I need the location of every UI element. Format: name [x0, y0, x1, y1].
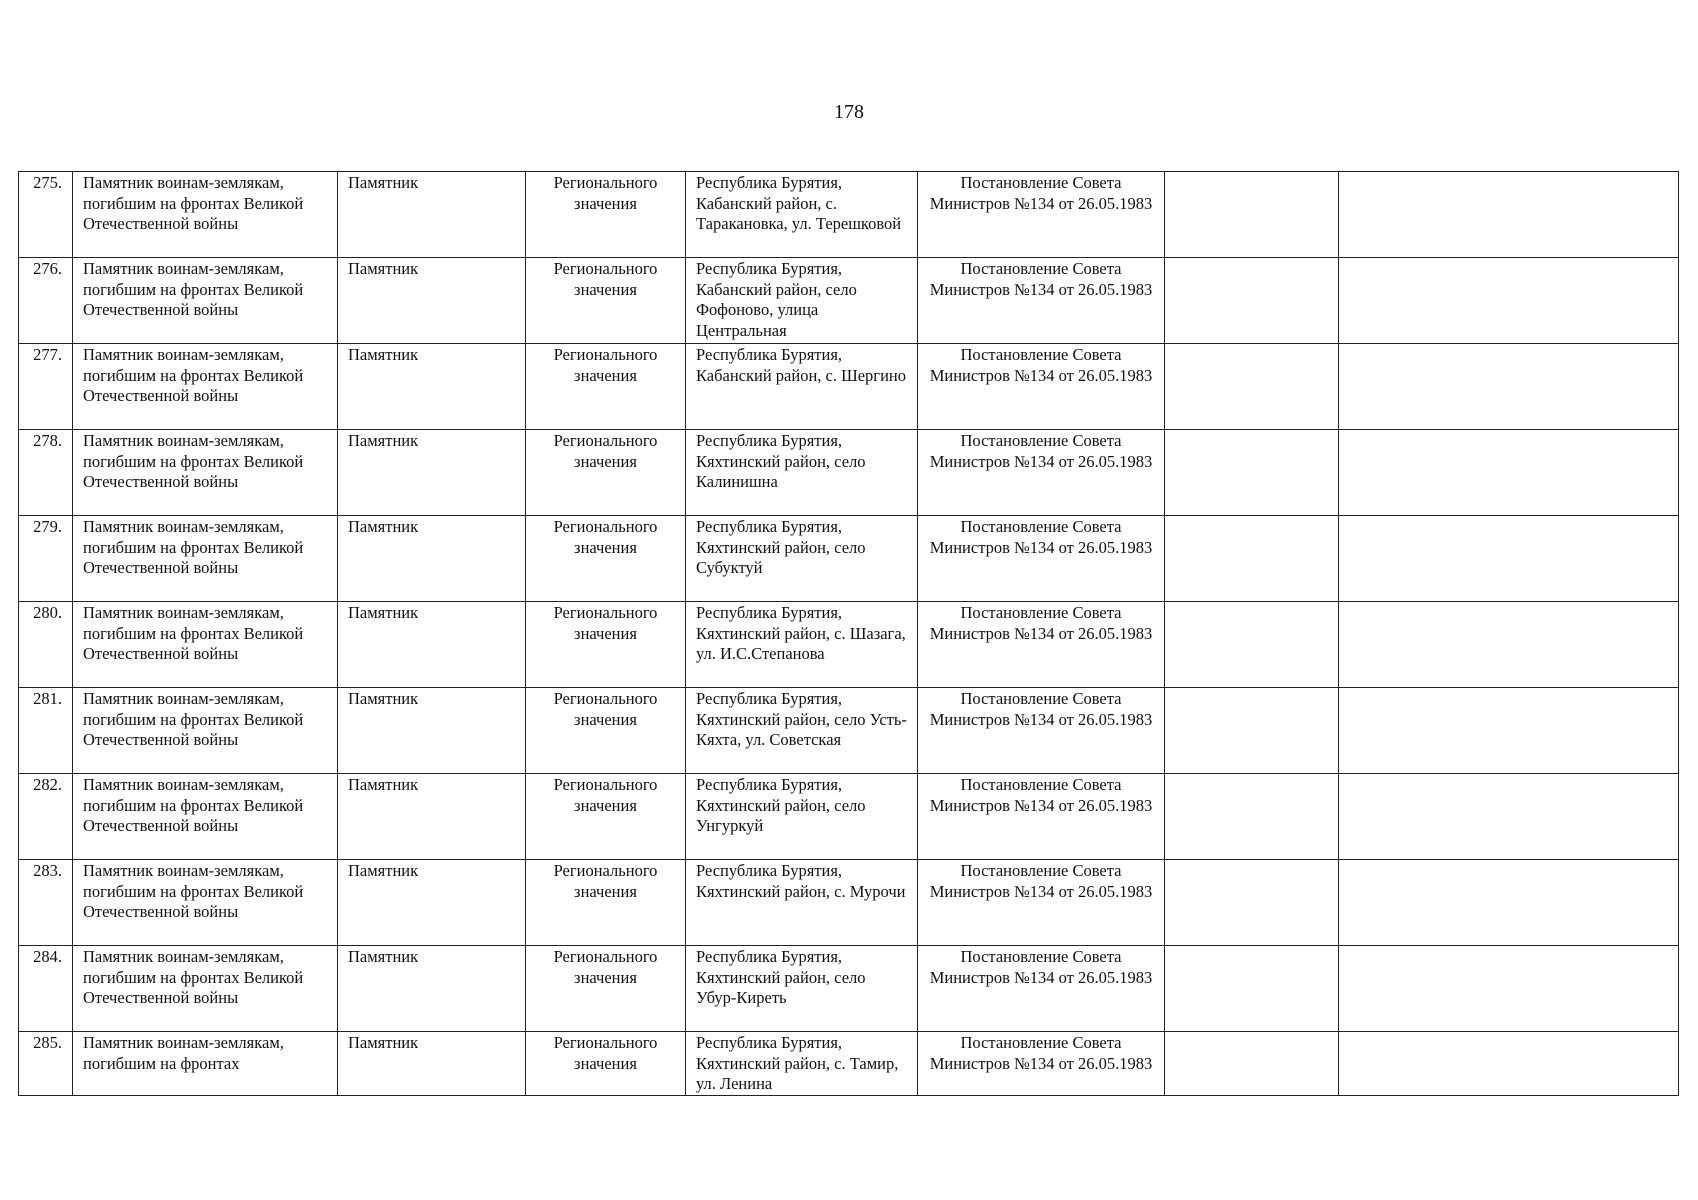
heritage-registry-table [18, 171, 1679, 1096]
empty-cell [1165, 172, 1339, 258]
object-name: Памятник воинам-землякам, погибшим на фронтах Великой Отечественной войны [73, 602, 338, 688]
legal-document: Постановление Совета Министров №134 от 26.05.1983 [918, 946, 1165, 1032]
object-location: Республика Бурятия, Кяхтинский район, село Субуктуй [686, 516, 918, 602]
empty-cell [1165, 688, 1339, 774]
empty-cell [1339, 860, 1679, 946]
object-name: Памятник воинам-землякам, погибшим на фронтах Великой Отечественной войны [73, 172, 338, 258]
significance-level: Регионального значения [526, 602, 686, 688]
row-number: 284. [19, 946, 73, 1032]
object-name: Памятник воинам-землякам, погибшим на фронтах [73, 1032, 338, 1096]
row-number: 276. [19, 258, 73, 344]
significance-level: Регионального значения [526, 946, 686, 1032]
empty-cell [1165, 860, 1339, 946]
empty-cell [1339, 172, 1679, 258]
empty-cell [1339, 344, 1679, 430]
object-type: Памятник [338, 860, 526, 946]
row-number: 277. [19, 344, 73, 430]
object-name: Памятник воинам-землякам, погибшим на фронтах Великой Отечественной войны [73, 258, 338, 344]
empty-cell [1339, 516, 1679, 602]
object-location: Республика Бурятия, Кяхтинский район, с. Тамир, ул. Ленина [686, 1032, 918, 1096]
object-name: Памятник воинам-землякам, погибшим на фронтах Великой Отечественной войны [73, 860, 338, 946]
object-name: Памятник воинам-землякам, погибшим на фронтах Великой Отечественной войны [73, 344, 338, 430]
legal-document: Постановление Совета Министров №134 от 26.05.1983 [918, 516, 1165, 602]
object-location: Республика Бурятия, Кяхтинский район, село Унгуркуй [686, 774, 918, 860]
object-location: Республика Бурятия, Кяхтинский район, село Калинишна [686, 430, 918, 516]
legal-document: Постановление Совета Министров №134 от 26.05.1983 [918, 344, 1165, 430]
object-location: Республика Бурятия, Кяхтинский район, село Усть-Кяхта, ул. Советская [686, 688, 918, 774]
empty-cell [1165, 516, 1339, 602]
legal-document: Постановление Совета Министров №134 от 26.05.1983 [918, 774, 1165, 860]
empty-cell [1165, 258, 1339, 344]
object-type: Памятник [338, 258, 526, 344]
significance-level: Регионального значения [526, 516, 686, 602]
empty-cell [1165, 430, 1339, 516]
object-location: Республика Бурятия, Кабанский район, село Фофоново, улица Центральная [686, 258, 918, 344]
significance-level: Регионального значения [526, 344, 686, 430]
object-type: Памятник [338, 172, 526, 258]
significance-level: Регионального значения [526, 258, 686, 344]
empty-cell [1339, 946, 1679, 1032]
object-name: Памятник воинам-землякам, погибшим на фронтах Великой Отечественной войны [73, 946, 338, 1032]
empty-cell [1339, 602, 1679, 688]
object-type: Памятник [338, 430, 526, 516]
table-row [19, 1032, 1679, 1096]
significance-level: Регионального значения [526, 860, 686, 946]
legal-document: Постановление Совета Министров №134 от 26.05.1983 [918, 258, 1165, 344]
empty-cell [1339, 774, 1679, 860]
significance-level: Регионального значения [526, 430, 686, 516]
empty-cell [1165, 774, 1339, 860]
table-row [19, 946, 1679, 1032]
object-location: Республика Бурятия, Кабанский район, с. Шергино [686, 344, 918, 430]
empty-cell [1339, 688, 1679, 774]
legal-document: Постановление Совета Министров №134 от 26.05.1983 [918, 172, 1165, 258]
page-number: 178 [834, 101, 864, 123]
row-number: 282. [19, 774, 73, 860]
significance-level: Регионального значения [526, 172, 686, 258]
table-row [19, 344, 1679, 430]
object-type: Памятник [338, 602, 526, 688]
object-type: Памятник [338, 946, 526, 1032]
object-type: Памятник [338, 688, 526, 774]
table-row [19, 516, 1679, 602]
table-row [19, 430, 1679, 516]
object-location: Республика Бурятия, Кабанский район, с. Таракановка, ул. Терешковой [686, 172, 918, 258]
legal-document: Постановление Совета Министров №134 от 26.05.1983 [918, 1032, 1165, 1096]
significance-level: Регионального значения [526, 774, 686, 860]
object-type: Памятник [338, 774, 526, 860]
object-location: Республика Бурятия, Кяхтинский район, с. Шазага, ул. И.С.Степанова [686, 602, 918, 688]
object-location: Республика Бурятия, Кяхтинский район, село Убур-Киреть [686, 946, 918, 1032]
table-row [19, 774, 1679, 860]
object-location: Республика Бурятия, Кяхтинский район, с. Мурочи [686, 860, 918, 946]
table-row [19, 602, 1679, 688]
empty-cell [1339, 430, 1679, 516]
legal-document: Постановление Совета Министров №134 от 26.05.1983 [918, 602, 1165, 688]
legal-document: Постановление Совета Министров №134 от 26.05.1983 [918, 688, 1165, 774]
empty-cell [1339, 258, 1679, 344]
empty-cell [1165, 1032, 1339, 1096]
object-name: Памятник воинам-землякам, погибшим на фронтах Великой Отечественной войны [73, 774, 338, 860]
significance-level: Регионального значения [526, 1032, 686, 1096]
empty-cell [1339, 1032, 1679, 1096]
table-row [19, 258, 1679, 344]
empty-cell [1165, 602, 1339, 688]
object-name: Памятник воинам-землякам, погибшим на фронтах Великой Отечественной войны [73, 516, 338, 602]
empty-cell [1165, 946, 1339, 1032]
legal-document: Постановление Совета Министров №134 от 26.05.1983 [918, 430, 1165, 516]
row-number: 279. [19, 516, 73, 602]
table-row [19, 688, 1679, 774]
row-number: 280. [19, 602, 73, 688]
object-type: Памятник [338, 1032, 526, 1096]
row-number: 285. [19, 1032, 73, 1096]
legal-document: Постановление Совета Министров №134 от 26.05.1983 [918, 860, 1165, 946]
empty-cell [1165, 344, 1339, 430]
table-row [19, 172, 1679, 258]
object-type: Памятник [338, 344, 526, 430]
row-number: 283. [19, 860, 73, 946]
significance-level: Регионального значения [526, 688, 686, 774]
object-name: Памятник воинам-землякам, погибшим на фронтах Великой Отечественной войны [73, 430, 338, 516]
row-number: 278. [19, 430, 73, 516]
object-name: Памятник воинам-землякам, погибшим на фронтах Великой Отечественной войны [73, 688, 338, 774]
row-number: 275. [19, 172, 73, 258]
table-row [19, 860, 1679, 946]
row-number: 281. [19, 688, 73, 774]
object-type: Памятник [338, 516, 526, 602]
